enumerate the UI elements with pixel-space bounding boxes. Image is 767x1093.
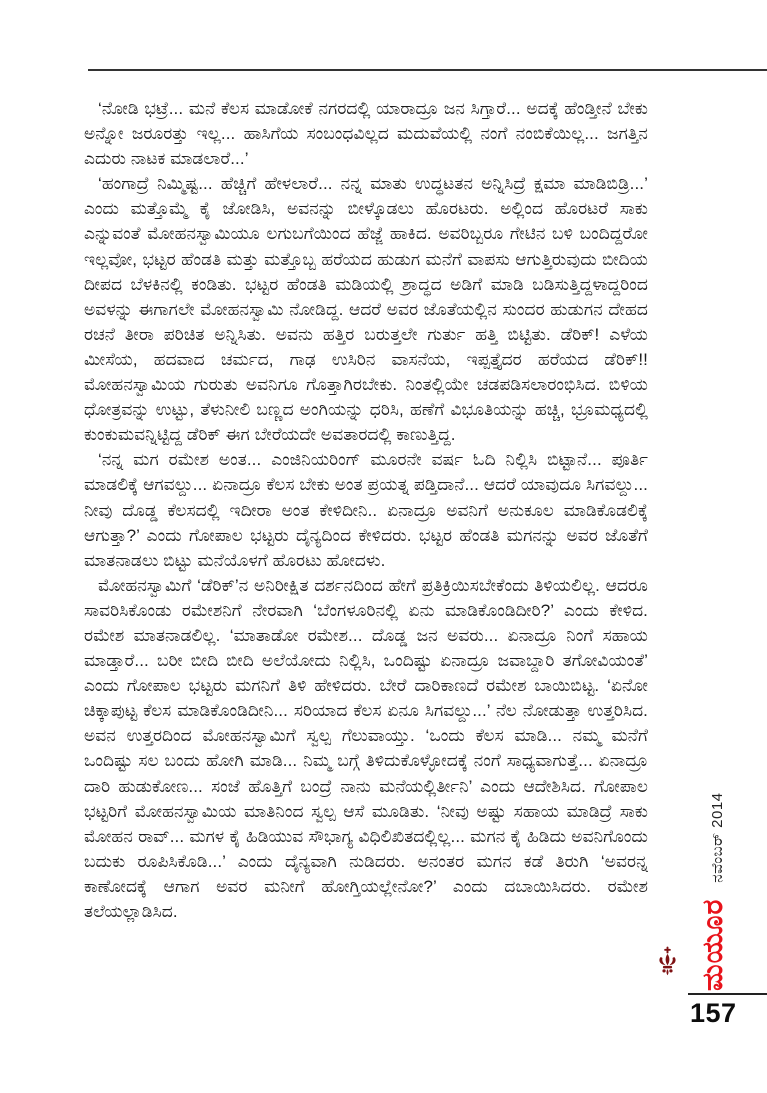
magazine-title: ಮಯೂರ xyxy=(697,898,728,991)
issue-date: ನವೆಂಬರ್ 2014 xyxy=(709,792,726,883)
paragraph: ‘ನನ್ನ ಮಗ ರಮೇಶ ಅಂತ... ಎಂಜಿನಿಯರಿಂಗ್ ಮೂರನೇ ವರ್ಷ ಓದಿ ನಿಲ್ಲಿಸಿ ಬಿಟ್ಟಾನೆ... ಪೂರ್ತಿ ಮಾಡಲಿಕ್ಕೆ ಆಗವಲ್ದು... ಏನಾದ್ರೂ ಕೆಲಸ ಬೇಕು ಅಂತ ಪ್ರಯತ್ನ ಪಡ್ತಿದಾನೆ... ಆದರೆ ಯಾವುದೂ ಸಿಗವಲ್ದು... ನೀವು ದೊಡ್ಡ ಕೆಲಸದಲ್ಲಿ ಇದೀರಾ ಅಂತ ಕೇಳಿದೀನಿ.. ಏನಾದ್ರೂ ಅವನಿಗೆ ಅನುಕೂಲ ಮಾಡಿಕೊಡಲಿಕ್ಕೆ ಆಗುತ್ತಾ?’ ಎಂದು ಗೋಪಾಲ ಭಟ್ಟರು ದೈನ್ಯದಿಂದ ಕೇಳಿದರು. ಭಟ್ಟರ ಹೆಂಡತಿ ಮಗನನ್ನು ಅವರ ಜೊತೆಗೆ ಮಾತನಾಡಲು ಬಿಟ್ಟು ಮನೆಯೊಳಗೆ ಹೊರಟು ಹೋದಳು. xyxy=(84,450,648,570)
header-rule xyxy=(88,69,767,71)
page-number-rule xyxy=(688,993,767,995)
article-text xyxy=(84,96,648,924)
paragraph: ಮೋಹನಸ್ವಾಮಿಗೆ ‘ಡೆರಿಕ್’ನ ಅನಿರೀಕ್ಷಿತ ದರ್ಶನದಿಂದ ಹೇಗೆ ಪ್ರತಿಕ್ರಿಯಿಸಬೇಕೆಂದು ತಿಳಿಯಲಿಲ್ಲ. ಆದರೂ ಸಾವರಿಸಿಕೊಂಡು ರಮೇಶನಿಗೆ ನೇರವಾಗಿ ‘ಬೆಂಗಳೂರಿನಲ್ಲಿ ಏನು ಮಾಡಿಕೊಂಡಿದೀರಿ?’ ಎಂದು ಕೇಳಿದ. ರಮೇಶ ಮಾತನಾಡಲಿಲ್ಲ. ‘ಮಾತಾಡೋ ರಮೇಶ... ದೊಡ್ಡ ಜನ ಅವರು... ಏನಾದ್ರೂ ನಿಂಗೆ ಸಹಾಯ ಮಾಡ್ತಾರೆ... ಬರೀ ಬೀದಿ ಬೀದಿ ಅಲೆಯೋದು ನಿಲ್ಲಿಸಿ, ಒಂದಿಷ್ಟು ಏನಾದ್ರೂ ಜವಾಬ್ದಾರಿ ತಗೋವಿಯಂತೆ’ ಎಂದು ಗೋಪಾಲ ಭಟ್ಟರು ಮಗನಿಗೆ ತಿಳಿ ಹೇಳಿದರು. ಬೇರೆ ದಾರಿಕಾಣದೆ ರಮೇಶ ಬಾಯಿಬಿಟ್ಟ. ‘ಏನೋ ಚಿಕ್ಕಾಪುಟ್ಟ ಕೆಲಸ ಮಾಡಿಕೊಂಡಿದೀನಿ... ಸರಿಯಾದ ಕೆಲಸ ಏನೂ ಸಿಗವಲ್ದು...’ ನೆಲ ನೋಡುತ್ತಾ ಉತ್ತರಿಸಿದ. ಅವನ ಉತ್ತರದಿಂದ ಮೋಹನಸ್ವಾಮಿಗೆ ಸ್ವಲ್ಪ ಗೆಲುವಾಯ್ತು. ‘ಒಂದು ಕೆಲಸ ಮಾಡಿ... ನಮ್ಮ ಮನೆಗೆ ಒಂದಿಷ್ಟು ಸಲ ಬಂದು ಹೋಗಿ ಮಾಡಿ... ನಿಮ್ಮ ಬಗ್ಗೆ ತಿಳಿದುಕೊಳ್ಳೋದಕ್ಕೆ ನಂಗೆ ಸಾಧ್ಯವಾಗುತ್ತೆ... ಏನಾದ್ರೂ ದಾರಿ ಹುಡುಕೋಣ... ಸಂಜೆ ಹೊತ್ತಿಗೆ ಬಂದ್ರೆ ನಾನು ಮನೆಯಲ್ಲಿರ್ತೀನಿ’ ಎಂದು ಆದೇಶಿಸಿದ. ಗೋಪಾಲ ಭಟ್ಟರಿಗೆ ಮೋಹನಸ್ವಾಮಿಯ ಮಾತಿನಿಂದ ಸ್ವಲ್ಪ ಆಸೆ ಮೂಡಿತು. ‘ನೀವು ಅಷ್ಟು ಸಹಾಯ ಮಾಡಿದ್ರೆ ಸಾಕು ಮೋಹನ ರಾವ್... ಮಗಳ ಕೈ ಹಿಡಿಯುವ ಸೌಭಾಗ್ಯ ವಿಧಿಲಿಖಿತದಲ್ಲಿಲ್ಲ... ಮಗನ ಕೈ ಹಿಡಿದು ಅವನಿಗೊಂದು ಬದುಕು ರೂಪಿಸಿಕೊಡಿ...’ ಎಂದು ದೈನ್ಯವಾಗಿ ನುಡಿದರು. ಅನಂತರ ಮಗನ ಕಡೆ ತಿರುಗಿ ‘ಅವರನ್ನ ಕಾಣೋದಕ್ಕೆ ಆಗಾಗ ಅವರ ಮನೀಗೆ ಹೋಗ್ತಿಯಲ್ಲೇನೋ?’ ಎಂದು ದಬಾಯಿಸಿದರು. ರಮೇಶ ತಲೆಯಲ್ಲಾಡಿಸಿದ. xyxy=(84,575,648,921)
paragraph: ‘ನೋಡಿ ಭಟ್ರೆ... ಮನೆ ಕೆಲಸ ಮಾಡೋಕೆ ನಗರದಲ್ಲಿ ಯಾರಾದ್ರೂ ಜನ ಸಿಗ್ತಾರೆ... ಅದಕ್ಕೆ ಹೆಂಡ್ತೀನೆ ಬೇಕು ಅನ್ನೋ ಜರೂರತ್ತು ಇಲ್ಲ... ಹಾಸಿಗೆಯ ಸಂಬಂಧವಿಲ್ಲದ ಮದುವೆಯಲ್ಲಿ ನಂಗೆ ನಂಬಿಕೆಯಿಲ್ಲ... ಜಗತ್ತಿನ ಎದುರು ನಾಟಕ ಮಾಡಲಾರೆ...’ xyxy=(84,99,648,169)
page-number: 157 xyxy=(690,998,737,1028)
fleur-de-lis-icon xyxy=(656,946,679,977)
spine-text xyxy=(697,793,730,992)
paragraph: ‘ಹಂಗಾದ್ರೆ ನಿಮ್ಮಿಷ್ಟ... ಹೆಚ್ಚಿಗೆ ಹೇಳಲಾರೆ... ನನ್ನ ಮಾತು ಉದ್ಧಟತನ ಅನ್ನಿಸಿದ್ರೆ ಕ್ಷಮಾ ಮಾಡಿಬಿಡ್ರಿ...’ ಎಂದು ಮತ್ತೊಮ್ಮೆ ಕೈ ಜೋಡಿಸಿ, ಅವನನ್ನು ಬೀಳ್ಕೊಡಲು ಹೊರಟರು. ಅಲ್ಲಿಂದ ಹೊರಟರೆ ಸಾಕು ಎನ್ನುವಂತೆ ಮೋಹನಸ್ವಾಮಿಯೂ ಲಗುಬಗೆಯಿಂದ ಹೆಜ್ಜೆ ಹಾಕಿದ. ಅವರಿಬ್ಬರೂ ಗೇಟಿನ ಬಳಿ ಬಂದಿದ್ದರೋ ಇಲ್ಲವೋ, ಭಟ್ಟರ ಹೆಂಡತಿ ಮತ್ತು ಮತ್ತೊಬ್ಬ ಹರೆಯದ ಹುಡುಗ ಮನೆಗೆ ವಾಪಸು ಆಗುತ್ತಿರುವುದು ಬೀದಿಯ ದೀಪದ ಬೆಳಕಿನಲ್ಲಿ ಕಂಡಿತು. ಭಟ್ಟರ ಹೆಂಡತಿ ಮಡಿಯಲ್ಲಿ ಶ್ರಾದ್ಧದ ಅಡಿಗೆ ಮಾಡಿ ಬಡಿಸುತ್ತಿದ್ದಳಾದ್ದರಿಂದ ಅವಳನ್ನು ಈಗಾಗಲೇ ಮೋಹನಸ್ವಾಮಿ ನೋಡಿದ್ದ. ಆದರೆ ಅವರ ಜೊತೆಯಲ್ಲಿನ ಸುಂದರ ಹುಡುಗನ ದೇಹದ ರಚನೆ ತೀರಾ ಪರಿಚಿತ ಅನ್ನಿಸಿತು. ಅವನು ಹತ್ತಿರ ಬರುತ್ತಲೇ ಗುರ್ತು ಹತ್ತಿ ಬಿಟ್ಟಿತು. ಡೆರಿಕ್! ಎಳೆಯ ಮೀಸೆಯ, ಹದವಾದ ಚರ್ಮದ, ಗಾಢ ಉಸಿರಿನ ವಾಸನೆಯ, ಇಪ್ಪತ್ತೈದರ ಹರೆಯದ ಡೆರಿಕ್!! ಮೋಹನಸ್ವಾಮಿಯ ಗುರುತು ಅವನಿಗೂ ಗೊತ್ತಾಗಿರಬೇಕು. ನಿಂತಲ್ಲಿಯೇ ಚಡಪಡಿಸಲಾರಂಭಿಸಿದ. ಬಿಳಿಯ ಧೋತ್ರವನ್ನು ಉಟ್ಟು, ತೆಳುನೀಲಿ ಬಣ್ಣದ ಅಂಗಿಯನ್ನು ಧರಿಸಿ, ಹಣೆಗೆ ವಿಭೂತಿಯನ್ನು ಹಚ್ಚಿ, ಭ್ರೂಮಧ್ಯದಲ್ಲಿ ಕುಂಕುಮವನ್ನಿಟ್ಟಿದ್ದ ಡೆರಿಕ್ ಈಗ ಬೇರೆಯದೇ ಅವತಾರದಲ್ಲಿ ಕಾಣುತ್ತಿದ್ದ. xyxy=(84,174,648,445)
